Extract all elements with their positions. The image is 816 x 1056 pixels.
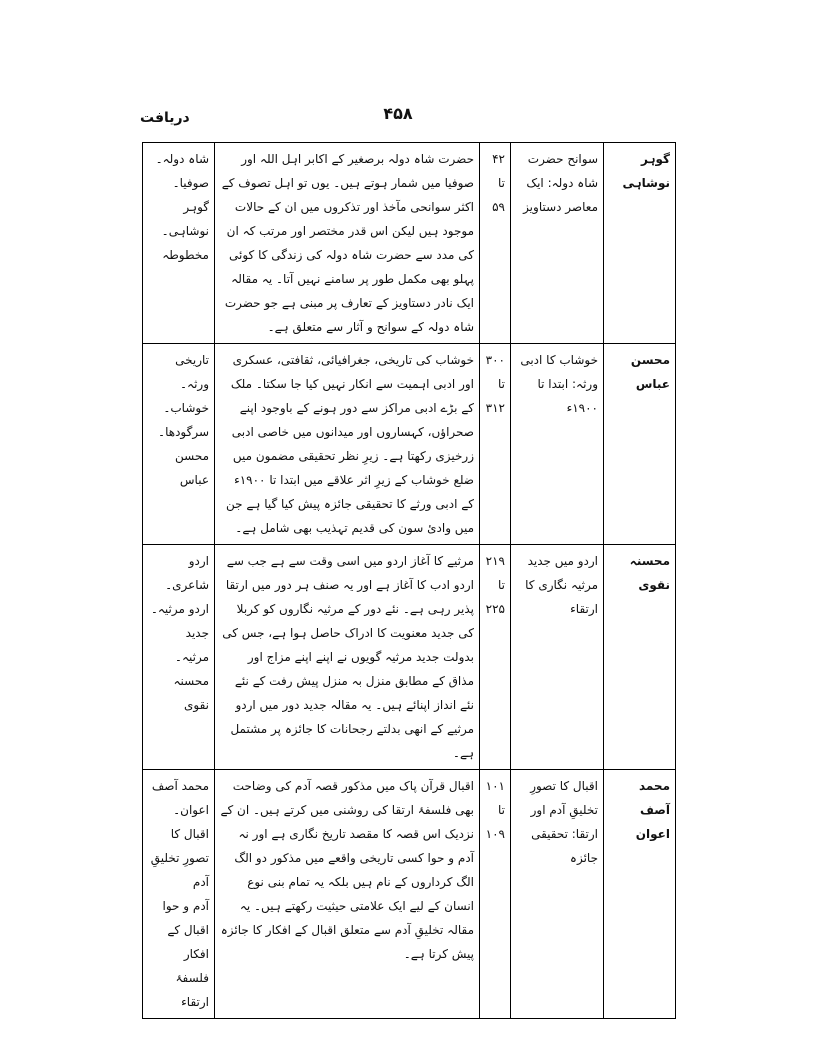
keywords-cell bbox=[143, 143, 215, 344]
keywords-cell bbox=[143, 344, 215, 545]
page-to: ۳۱۲ bbox=[485, 401, 505, 415]
page-from: ۳۰۰ bbox=[485, 353, 505, 367]
keyword: نوشاہی۔ مخطوطہ bbox=[161, 224, 209, 262]
running-header-title: دریافت bbox=[140, 110, 190, 126]
page-range-cell bbox=[480, 143, 511, 344]
keyword: فلسفۂ ارتقاء bbox=[175, 971, 209, 1009]
keyword: صوفیا۔ گوہر bbox=[172, 176, 209, 214]
article-title-cell: خوشاب کا ادبی ورثہ: ابتدا تا ۱۹۰۰ء bbox=[511, 344, 604, 545]
keywords-cell bbox=[143, 545, 215, 770]
page-range-cell bbox=[480, 770, 511, 1019]
page-from: ۲۱۹ bbox=[485, 554, 505, 568]
keyword: اقبال کے افکار bbox=[167, 923, 209, 961]
page-number: ۴۵۸ bbox=[383, 104, 413, 123]
keywords-cell bbox=[143, 770, 215, 1019]
article-title-cell: اردو میں جدید مرثیہ نگاری کا ارتقاء bbox=[511, 545, 604, 770]
article-title-cell: سوانح حضرت شاہ دولہ: ایک معاصر دستاویز bbox=[511, 143, 604, 344]
keyword: عباس bbox=[179, 473, 209, 487]
abstract-cell: حضرت شاہ دولہ برصغیر کے اکابر اہل اللہ اور صوفیا میں شمار ہوتے ہیں۔ یوں تو اہل تصوف کے اکثر سوانحی مآخذ اور تذکروں میں ان کے حالات موجود ہیں لیکن اس قدر مختصر اور مرتب کہ ان کی مدد سے حضرت شاہ دولہ کی زندگی کا کوئی پہلو بھی مکمل طور پر سامنے نہیں آتا۔ یہ مقالہ ایک نادر دستاویز کے تعارف پر مبنی ہے جو حضرت شاہ دولہ کے سوانح و آثار سے متعلق ہے۔ bbox=[215, 143, 480, 344]
page-to: ۱۰۹ bbox=[485, 827, 505, 841]
keyword: تاریخی ورثہ۔ bbox=[175, 353, 209, 391]
table-row bbox=[143, 545, 676, 770]
author-cell: محسنہ نقوی bbox=[604, 545, 676, 770]
page-to: ۵۹ bbox=[492, 200, 505, 214]
page-from: ۴۲ bbox=[492, 152, 505, 166]
keyword: شاہ دولہ۔ bbox=[155, 152, 209, 166]
page-range-separator: تا bbox=[498, 377, 505, 391]
author-cell: گوہر نوشاہی bbox=[604, 143, 676, 344]
page-range-cell bbox=[480, 545, 511, 770]
keyword: اردو مرثیہ۔ bbox=[150, 602, 209, 616]
abstract-cell: اقبال قرآن پاک میں مذکور قصہ آدم کی وضاحت بھی فلسفۂ ارتقا کی روشنی میں کرتے ہیں۔ ان کے نزدیک اس قصہ کا مقصد تاریخ نگاری ہے اور نہ آدم و حوا کسی تاریخی واقعے میں مذکور دو الگ الگ کرداروں کے نام ہیں بلکہ یہ تمام بنی نوع انسان کے لیے ایک علامتی حیثیت رکھتے ہیں۔ یہ مقالہ تخلیقِ آدم سے متعلق اقبال کے افکار کا جائزہ پیش کرتا ہے۔ bbox=[215, 770, 480, 1019]
keyword: محمد آصف bbox=[151, 779, 209, 793]
page-from: ۱۰۱ bbox=[485, 779, 505, 793]
page-range-separator: تا bbox=[498, 803, 505, 817]
page-range-separator: تا bbox=[498, 176, 505, 190]
page-range-separator: تا bbox=[498, 578, 505, 592]
keyword: محسنہ نقوی bbox=[173, 674, 209, 712]
keyword: اعوان۔ اقبال کا bbox=[170, 803, 209, 841]
author-cell: محمد آصف اعوان bbox=[604, 770, 676, 1019]
author-cell: محسن عباس bbox=[604, 344, 676, 545]
article-index-table bbox=[142, 142, 676, 1019]
keyword: خوشاب۔ bbox=[163, 401, 209, 415]
table-row bbox=[143, 143, 676, 344]
keyword: جدید مرثیہ۔ bbox=[174, 626, 209, 664]
abstract-cell: مرثیے کا آغاز اردو میں اسی وقت سے ہے جب سے اردو ادب کا آغاز ہے اور یہ صنف ہر دور میں ارتقا پذیر رہی ہے۔ نئے دور کے مرثیہ نگاروں کو کربلا کی جدید معنویت کا ادراک حاصل ہوا ہے، جس کی بدولت جدید مرثیہ گویوں نے اپنے اپنے مزاج اور مذاق کے مطابق منزل بہ منزل پیش رفت کے نئے نئے انداز اپنائے ہیں۔ یہ مقالہ جدید دور میں اردو مرثیے کے انھی بدلتے رجحانات کا جائزہ پر مشتمل ہے۔ bbox=[215, 545, 480, 770]
page-to: ۲۲۵ bbox=[485, 602, 505, 616]
page-range-cell bbox=[480, 344, 511, 545]
table-row bbox=[143, 344, 676, 545]
article-title-cell: اقبال کا تصورِ تخلیقِ آدم اور ارتقا: تحقیقی جائزہ bbox=[511, 770, 604, 1019]
keyword: اردو شاعری۔ bbox=[165, 554, 209, 592]
table-row bbox=[143, 770, 676, 1019]
keyword: آدم و حوا bbox=[162, 899, 209, 913]
abstract-cell: خوشاب کی تاریخی، جغرافیائی، ثقافتی، عسکری اور ادبی اہمیت سے انکار نہیں کیا جا سکتا۔ ملک کے بڑے ادبی مراکز سے دور ہونے کے باوجود اپنے صحراؤں، کہساروں اور میدانوں میں خاصی ادبی زرخیزی رکھتا ہے۔ زیرِ نظر تحقیقی مضمون میں ضلع خوشاب کے زیرِ اثر علاقے میں ابتدا تا ۱۹۰۰ء کے ادبی ورثے کا تحقیقی جائزہ پیش کیا گیا ہے جن میں وادیٔ سون کی قدیم تہذیب بھی شامل ہے۔ bbox=[215, 344, 480, 545]
keyword: تصورِ تخلیقِ آدم bbox=[150, 851, 209, 889]
keyword: سرگودھا۔ محسن bbox=[158, 425, 209, 463]
